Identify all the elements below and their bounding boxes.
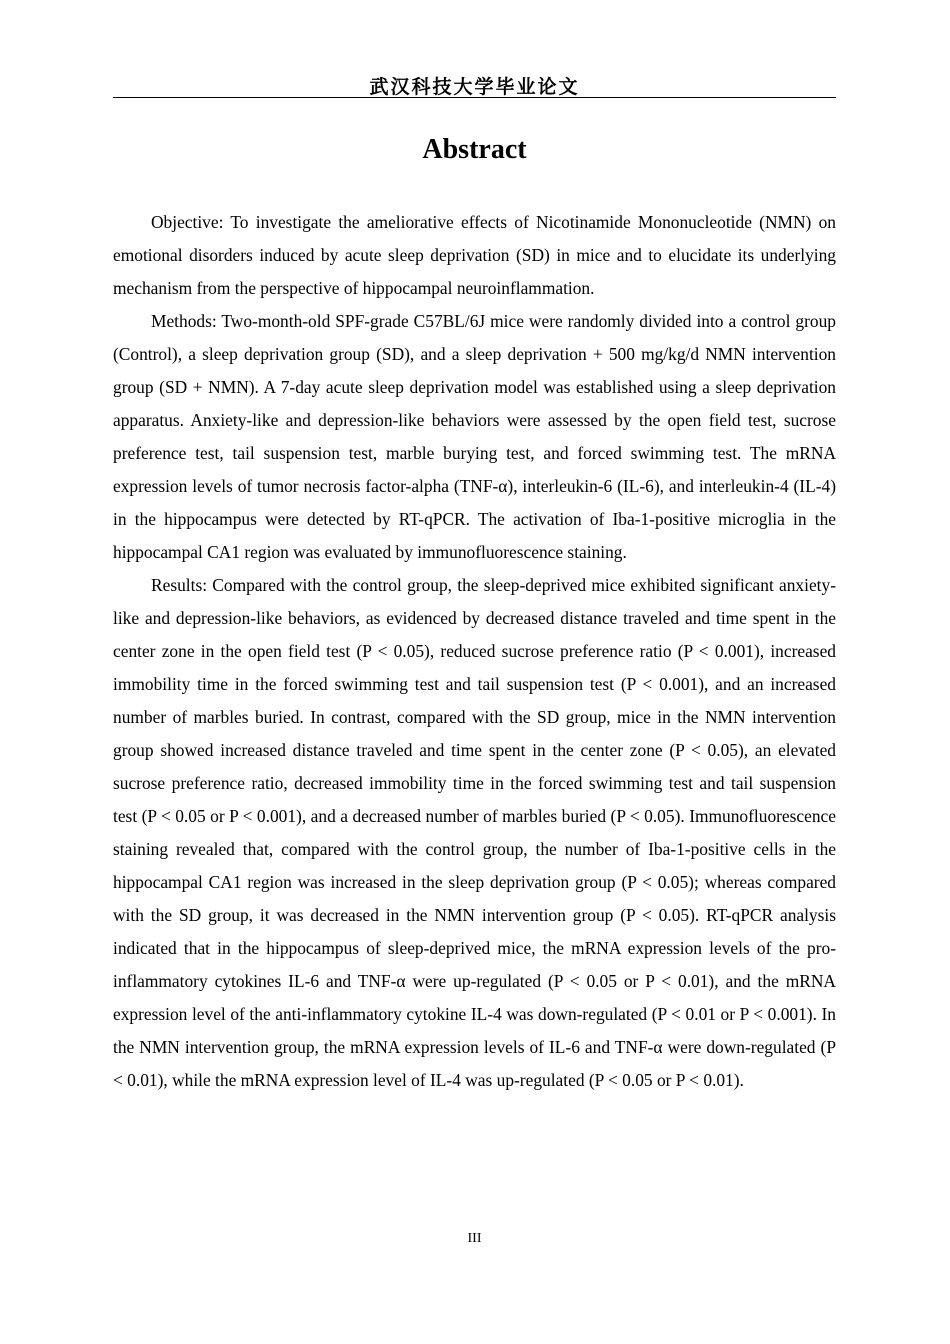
abstract-body xyxy=(113,206,836,1097)
results-paragraph: Results: Compared with the control group, the sleep-deprived mice exhibited significant anxiety-like and depression-like behaviors, as evidenced by decreased distance traveled and time spent in the center zone in the open field test (P < 0.05), reduced sucrose preference ratio (P < 0.001), increased immobility time in the forced swimming test and tail suspension test (P < 0.001), and an increased number of marbles buried. In contrast, compared with the SD group, mice in the NMN intervention group showed increased distance traveled and time spent in the center zone (P < 0.05), an elevated sucrose preference ratio, decreased immobility time in the forced swimming test and tail suspension test (P < 0.05 or P < 0.001), and a decreased number of marbles buried (P < 0.05). Immunofluorescence staining revealed that, compared with the control group, the number of Iba-1-positive cells in the hippocampal CA1 region was increased in the sleep deprivation group (P < 0.05); whereas compared with the SD group, it was decreased in the NMN intervention group (P < 0.05). RT-qPCR analysis indicated that in the hippocampus of sleep-deprived mice, the mRNA expression levels of the pro-inflammatory cytokines IL-6 and TNF-α were up-regulated (P < 0.05 or P < 0.01), and the mRNA expression level of the anti-inflammatory cytokine IL-4 was down-regulated (P < 0.01 or P < 0.001). In the NMN intervention group, the mRNA expression levels of IL-6 and TNF-α were down-regulated (P < 0.01), while the mRNA expression level of IL-4 was up-regulated (P < 0.05 or P < 0.01). xyxy=(113,575,836,1090)
abstract-title: Abstract xyxy=(422,134,527,165)
objective-paragraph: Objective: To investigate the ameliorative effects of Nicotinamide Mononucleotide (NMN) on emotional disorders induced by acute sleep deprivation (SD) in mice and to elucidate its underlying mechanism from the perspective of hippocampal neuroinflammation. xyxy=(113,212,836,298)
page-number: III xyxy=(467,1231,482,1246)
methods-paragraph: Methods: Two-month-old SPF-grade C57BL/6J mice were randomly divided into a control group (Control), a sleep deprivation group (SD), and a sleep deprivation + 500 mg/kg/d NMN intervention group (SD + NMN). A 7-day acute sleep deprivation model was established using a sleep deprivation apparatus. Anxiety-like and depression-like behaviors were assessed by the open field test, sucrose preference test, tail suspension test, marble burying test, and forced swimming test. The mRNA expression levels of tumor necrosis factor-alpha (TNF-α), interleukin-6 (IL-6), and interleukin-4 (IL-4) in the hippocampus were detected by RT-qPCR. The activation of Iba-1-positive microglia in the hippocampal CA1 region was evaluated by immunofluorescence staining. xyxy=(113,311,836,562)
header-rule xyxy=(113,97,836,98)
running-header: 武汉科技大学毕业论文 xyxy=(369,76,580,98)
